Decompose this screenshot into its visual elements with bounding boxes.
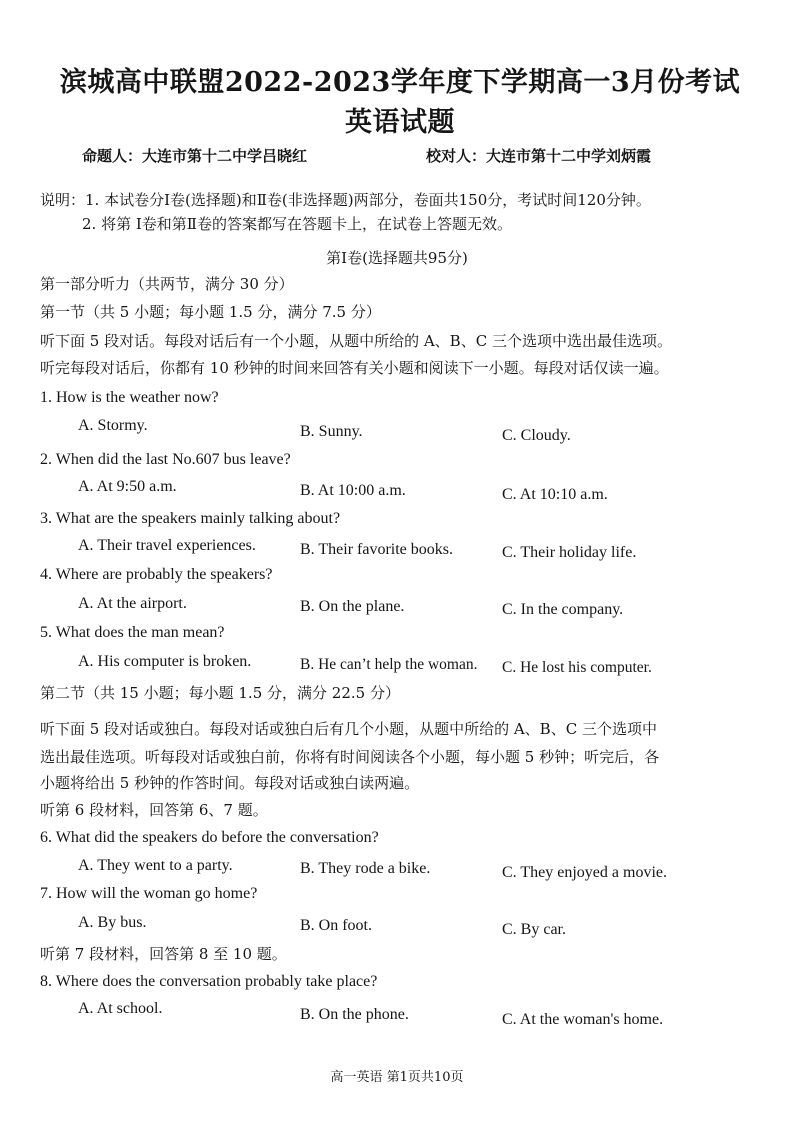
q2-option-a: A. At 9:50 a.m. — [78, 478, 177, 495]
part1-sub2-directions-2: 选出最佳选项。听每段对话或独白前，你将有时间阅读各个小题，每小题 5 秒钟；听完后，各 — [40, 748, 660, 766]
section-header: 第Ⅰ卷(选择题共95分) — [326, 249, 468, 267]
q6-option-b: B. They rode a bike. — [300, 860, 431, 877]
question-3: 3. What are the speakers mainly talking about? — [40, 510, 341, 527]
q8-option-b: B. On the phone. — [300, 1006, 409, 1023]
q2-option-b: B. At 10:00 a.m. — [300, 482, 406, 499]
q5-option-b: B. He can’t help the woman. — [300, 656, 478, 673]
instruction-2: 2. 将第 Ⅰ卷和第Ⅱ卷的答案都写在答题卡上，在试卷上答题无效。 — [82, 215, 512, 233]
q1-option-a: A. Stormy. — [78, 417, 148, 434]
q4-option-a: A. At the airport. — [78, 595, 187, 612]
q2-option-c: C. At 10:10 a.m. — [502, 486, 608, 503]
q3-option-c: C. Their holiday life. — [502, 544, 637, 561]
q8-option-a: A. At school. — [78, 1000, 163, 1017]
q3-option-a: A. Their travel experiences. — [78, 537, 256, 554]
q5-option-a: A. His computer is broken. — [78, 653, 252, 670]
q6-option-a: A. They went to a party. — [78, 857, 233, 874]
question-2: 2. When did the last No.607 bus leave? — [40, 451, 291, 468]
part1-sub2-directions-3: 小题将给出 5 秒钟的作答时间。每段对话或独白读两遍。 — [40, 774, 420, 792]
q7-option-a: A. By bus. — [78, 914, 147, 931]
question-8: 8. Where does the conversation probably take place? — [40, 973, 378, 990]
material-7-heading: 听第 7 段材料，回答第 8 至 10 题。 — [40, 945, 287, 963]
q1-option-c: C. Cloudy. — [502, 427, 571, 444]
q3-option-b: B. Their favorite books. — [300, 541, 454, 558]
question-4: 4. Where are probably the speakers? — [40, 566, 273, 583]
q4-option-c: C. In the company. — [502, 601, 624, 618]
checker-line: 校对人：大连市第十二中学刘炳霞 — [426, 147, 652, 165]
exam-subject: 英语试题 — [345, 107, 455, 138]
question-1: 1. How is the weather now? — [40, 389, 219, 406]
material-6-heading: 听第 6 段材料，回答第 6、7 题。 — [40, 801, 268, 819]
part1-sub2-directions-1: 听下面 5 段对话或独白。每段对话或独白后有几个小题，从题中所给的 A、B、C 三个选项中 — [40, 720, 657, 738]
q4-option-b: B. On the plane. — [300, 598, 405, 615]
instruction-1: 说明：1. 本试卷分Ⅰ卷(选择题)和Ⅱ卷(非选择题)两部分，卷面共150分，考试时间120分钟。 — [40, 191, 651, 209]
q5-option-c: C. He lost his computer. — [502, 659, 652, 676]
page-footer: 高一英语 第1页共10页 — [330, 1070, 464, 1085]
q8-option-c: C. At the woman's home. — [502, 1011, 664, 1028]
question-6: 6. What did the speakers do before the conversation? — [40, 829, 379, 846]
q7-option-b: B. On foot. — [300, 917, 372, 934]
part1-sub2-title: 第二节（共 15 小题；每小题 1.5 分，满分 22.5 分） — [40, 684, 400, 702]
exam-title: 滨城高中联盟2022-2023学年度下学期高一3月份考试 — [59, 67, 741, 98]
part1-sub1-directions-2: 听完每段对话后，你都有 10 秒钟的时间来回答有关小题和阅读下一小题。每段对话仅读一遍。 — [40, 359, 669, 377]
q1-option-b: B. Sunny. — [300, 423, 363, 440]
part1-sub1-directions-1: 听下面 5 段对话。每段对话后有一个小题，从题中所给的 A、B、C 三个选项中选出最佳选项。 — [40, 332, 672, 350]
q6-option-c: C. They enjoyed a movie. — [502, 864, 667, 881]
q7-option-c: C. By car. — [502, 921, 566, 938]
question-7: 7. How will the woman go home? — [40, 885, 258, 902]
author-line: 命题人：大连市第十二中学吕晓红 — [82, 147, 308, 165]
question-5: 5. What does the man mean? — [40, 624, 225, 641]
part1-title: 第一部分听力（共两节，满分 30 分） — [40, 275, 294, 293]
part1-sub1-title: 第一节（共 5 小题；每小题 1.5 分，满分 7.5 分） — [40, 303, 381, 321]
